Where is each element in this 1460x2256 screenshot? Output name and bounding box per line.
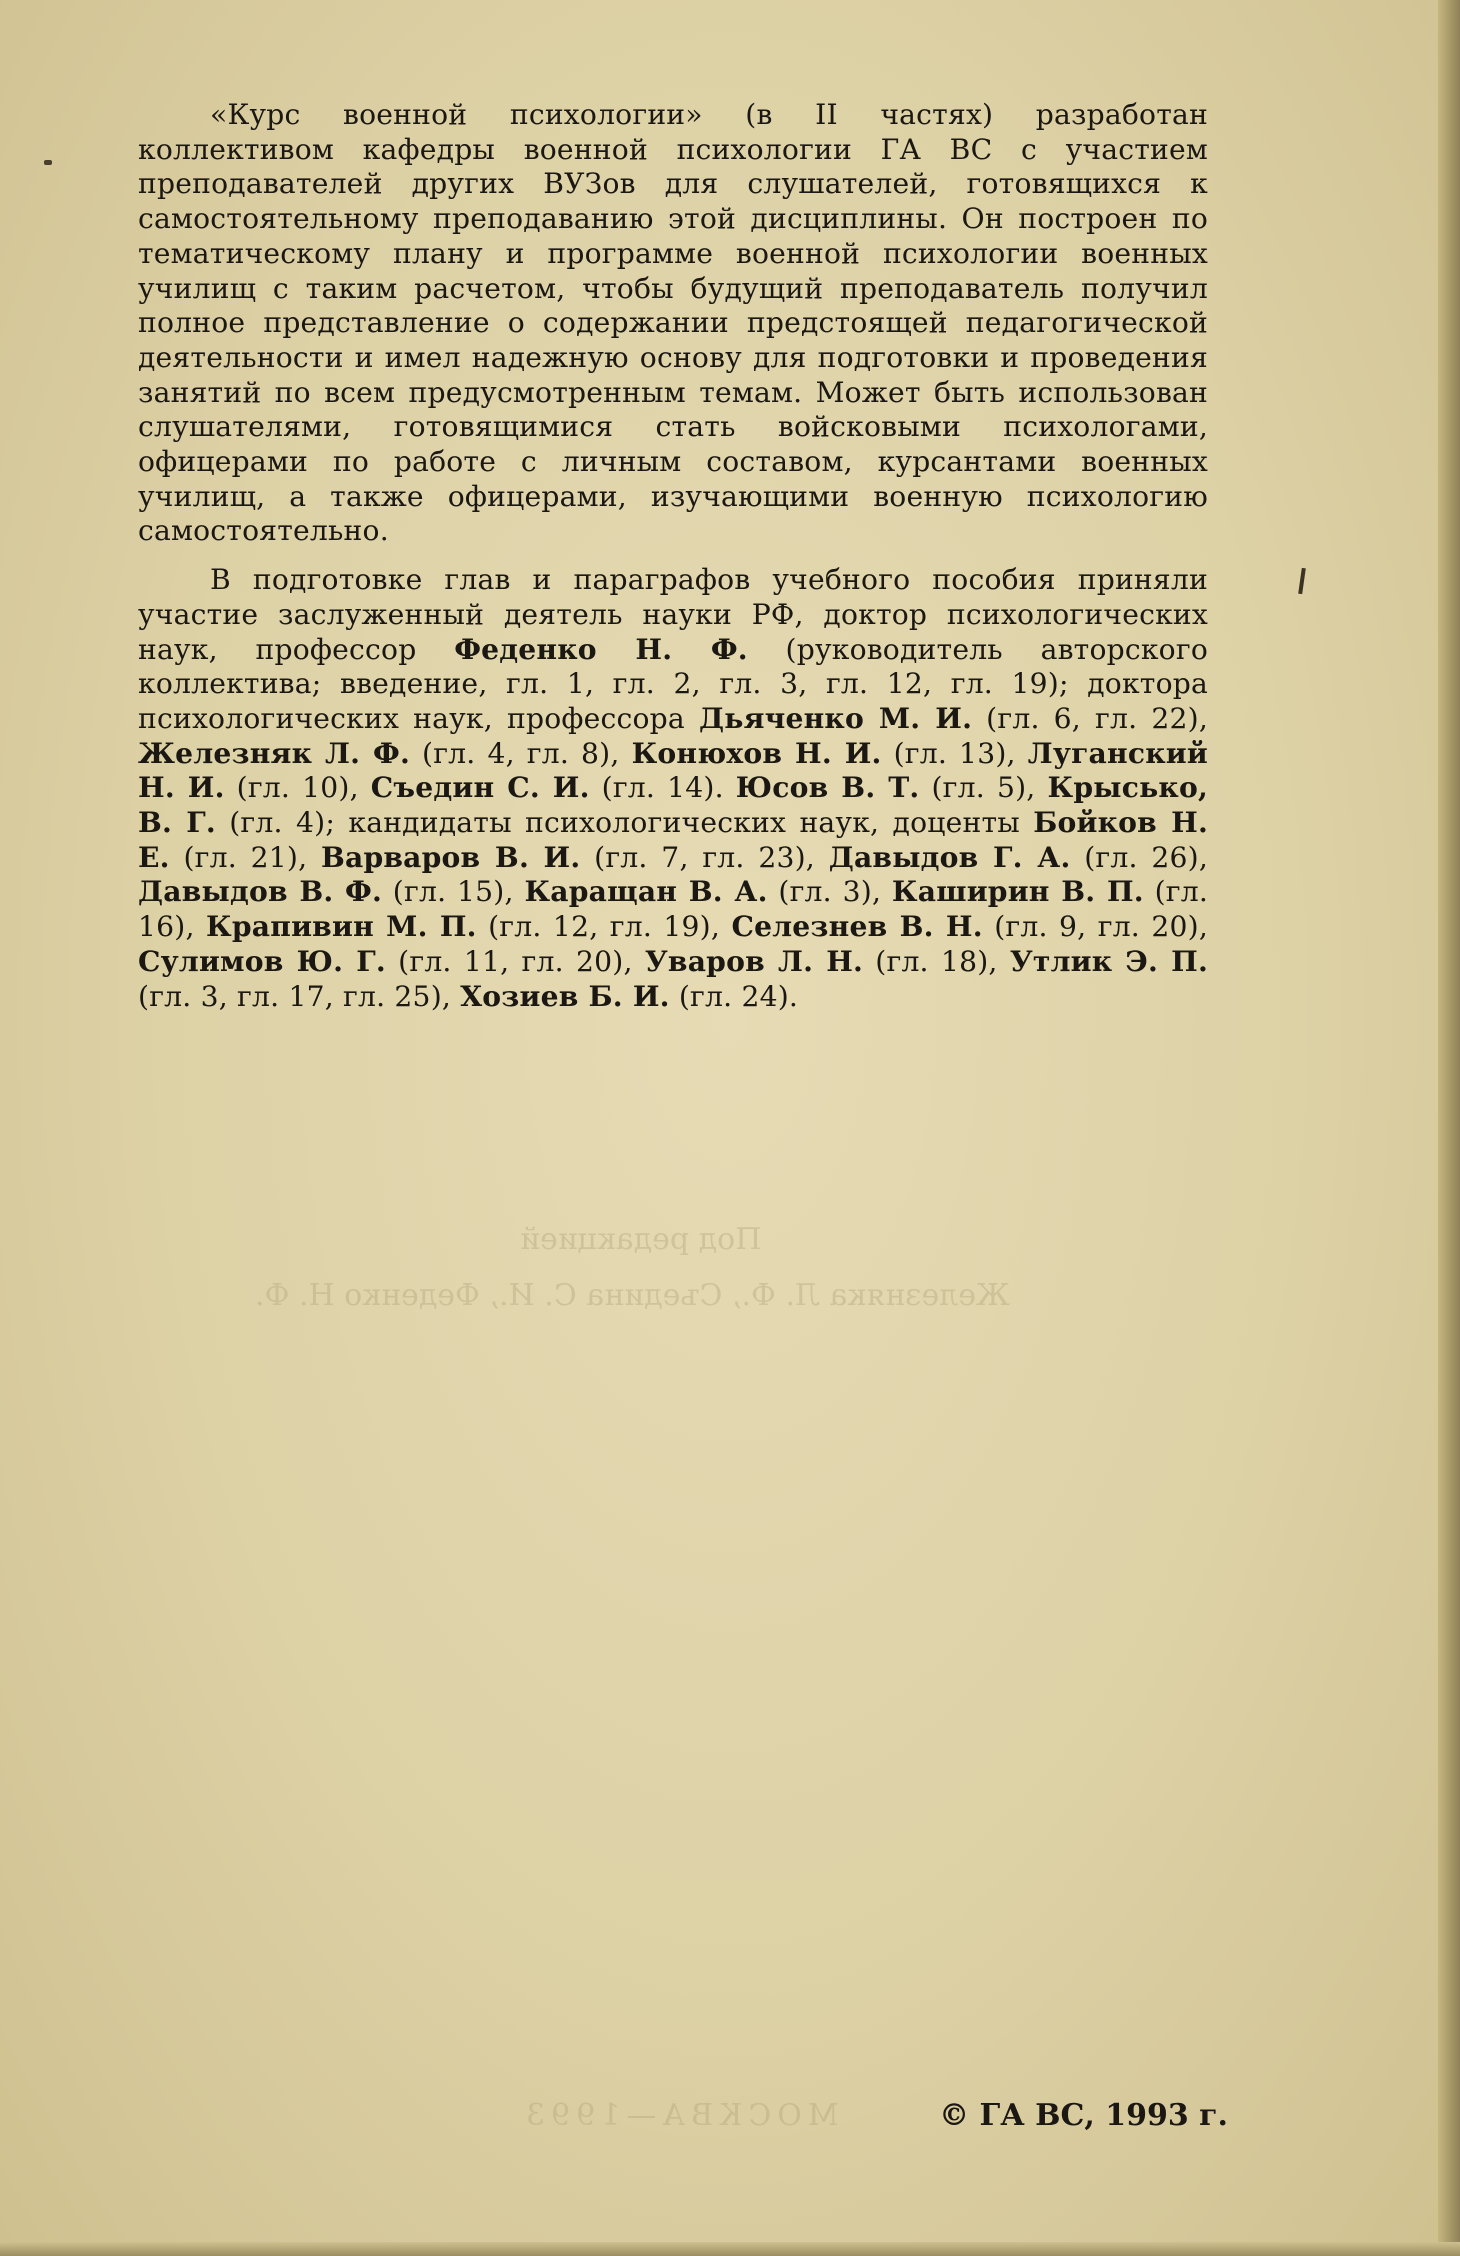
- page-edge: [1438, 0, 1460, 2256]
- page-edge-bottom: [0, 2242, 1460, 2256]
- bleed-through-line-3: МОСКВА—1993: [520, 2098, 839, 2133]
- author-name: Давыдов Г. А.: [828, 840, 1071, 874]
- paragraph-authors: [138, 563, 1208, 1014]
- author-chapters: (гл. 7, гл. 23),: [580, 840, 829, 874]
- author-chapters: (гл. 9, гл. 20),: [982, 910, 1208, 944]
- lead-author-name: Феденко Н. Ф.: [454, 632, 748, 666]
- author-chapters: (гл. 15),: [382, 875, 525, 909]
- author-name: Крапивин М. П.: [206, 910, 477, 944]
- lead-author-detail: (руководитель авторского коллектива; введение, гл. 1, гл. 2, гл. 3, гл. 12, гл. 19); доктора психологических наук, профессора: [138, 632, 1208, 735]
- main-text: [138, 98, 1208, 1014]
- author-chapters: (гл. 12, гл. 19),: [476, 910, 732, 944]
- author-name: Крысько, В. Г.: [138, 771, 1208, 840]
- author-name: Сулимов Ю. Г.: [138, 944, 386, 978]
- author-chapters: (гл. 13),: [881, 736, 1028, 770]
- author-chapters: (гл. 24).: [669, 979, 799, 1013]
- author-chapters: (гл. 18),: [863, 944, 1010, 978]
- author-chapters: (гл. 4, гл. 8),: [409, 736, 632, 770]
- author-name: Бойков Н. Е.: [138, 806, 1208, 874]
- author-chapters: (гл. 3),: [767, 875, 892, 909]
- author-chapters: (гл. 6, гл. 22),: [972, 701, 1208, 735]
- margin-tick: [1298, 568, 1306, 594]
- author-name: Юсов В. Т.: [735, 771, 920, 805]
- author-chapters: (гл. 14).: [589, 771, 736, 805]
- candidates-intro: кандидаты психологических наук, доценты: [348, 806, 1034, 840]
- author-chapters: (гл. 4);: [215, 806, 349, 840]
- bleed-through-line-1: Под редакцией: [520, 1222, 762, 1257]
- author-name: Давыдов В. Ф.: [138, 875, 383, 909]
- copyright-notice: © ГА ВС, 1993 г.: [939, 2098, 1228, 2133]
- author-name: Селезнев В. Н.: [731, 910, 983, 944]
- author-name: Съедин С. И.: [370, 771, 590, 805]
- author-name: Уваров Л. Н.: [644, 944, 864, 978]
- author-name: Утлик Э. П.: [1009, 944, 1208, 978]
- author-name: Каращан В. А.: [524, 875, 768, 909]
- author-chapters: (гл. 26),: [1070, 840, 1208, 874]
- author-name: Варваров В. И.: [320, 840, 581, 874]
- author-chapters: (гл. 3, гл. 17, гл. 25),: [138, 979, 461, 1013]
- author-chapters: (гл. 5),: [919, 771, 1048, 805]
- author-name: Каширин В. П.: [891, 875, 1144, 909]
- author-name: Дьяченко М. И.: [699, 701, 973, 735]
- author-name: Железняк Л. Ф.: [138, 736, 410, 770]
- author-chapters: (гл. 10),: [224, 771, 371, 805]
- author-chapters: (гл. 16),: [138, 875, 1209, 944]
- paragraph-annotation: «Курс военной психологии» (в II частях) разработан коллективом кафедры военной психологии ГА ВС с участием преподавателей других ВУЗов для слушателей, готовящихся к самостоятельному преподаванию этой дисциплины. Он построен по тематическому плану и программе военной психологии военных училищ с таким расчетом, чтобы будущий преподаватель получил полное представление о содержании предстоящей педагогической деятельности и имел надежную основу для подготовки и проведения занятий по всем предусмотренным темам. Может быть использован слушателями, готовящимися стать войсковыми психологами, офицерами по работе с личным составом, курсантами военных училищ, а также офицерами, изучающими военную психологию самостоятельно.: [138, 98, 1208, 548]
- authors-intro: В подготовке глав и параграфов учебного пособия приняли участие заслуженный деятель науки РФ, доктор психологических наук, профессор: [138, 563, 1208, 666]
- author-chapters: (гл. 21),: [169, 840, 321, 874]
- margin-mark: [44, 160, 52, 165]
- bleed-through-line-2: Железняка Л. Ф., Съедина С. И., Феденко Н. Ф.: [255, 1278, 1010, 1313]
- author-name: Конюхов Н. И.: [631, 736, 882, 770]
- author-name: Луганский Н. И.: [138, 736, 1208, 805]
- author-chapters: (гл. 11, гл. 20),: [385, 944, 645, 978]
- author-name: Хозиев Б. И.: [460, 979, 670, 1013]
